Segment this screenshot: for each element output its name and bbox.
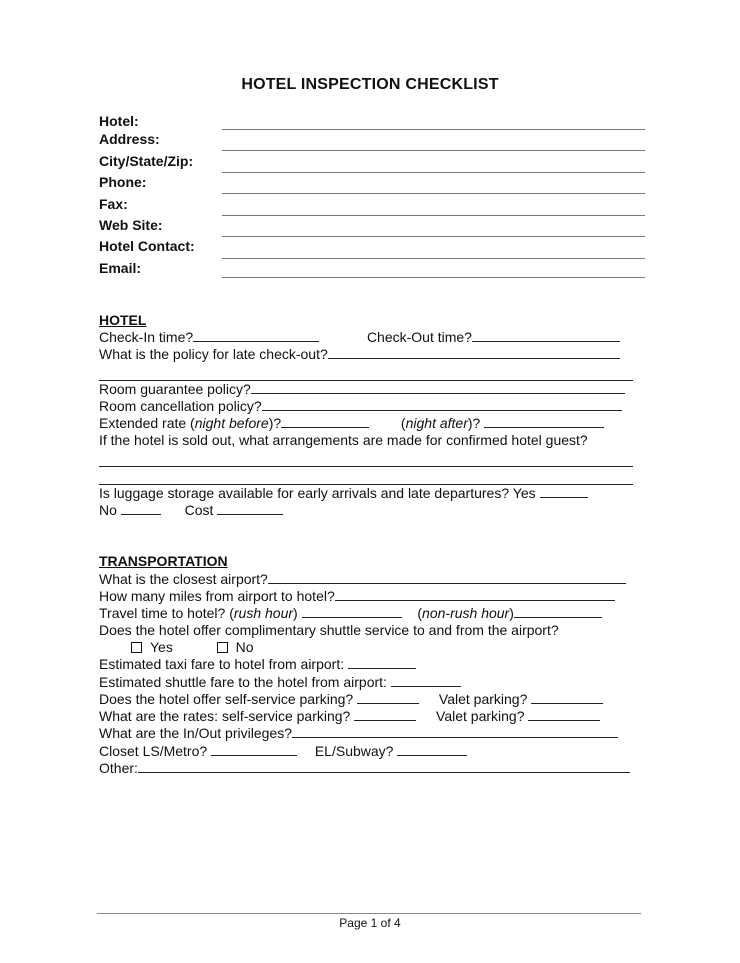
non-rush-close: ) bbox=[509, 605, 514, 621]
hotel-input-line[interactable] bbox=[222, 129, 645, 130]
luggage-no-label: No bbox=[99, 502, 117, 518]
luggage-yes-blank[interactable] bbox=[540, 485, 588, 498]
luggage-row bbox=[99, 485, 588, 502]
travel-time-row bbox=[99, 605, 602, 622]
checkin-blank[interactable] bbox=[193, 329, 319, 342]
shuttle-fare-blank[interactable] bbox=[391, 674, 461, 687]
subway-label: EL/Subway? bbox=[314, 743, 394, 759]
guarantee-label: Room guarantee policy? bbox=[99, 381, 251, 397]
metro-row bbox=[99, 743, 467, 760]
checkbox-icon[interactable] bbox=[217, 642, 228, 653]
hotel-section-heading: HOTEL bbox=[99, 312, 147, 328]
night-after-close: )? bbox=[467, 415, 481, 431]
address-input-line[interactable] bbox=[222, 150, 645, 151]
valet-parking-blank[interactable] bbox=[531, 691, 603, 704]
info-label-hotel-contact: Hotel Contact: bbox=[99, 238, 195, 254]
rates-self-label: What are the rates: self-service parking? bbox=[99, 708, 351, 724]
checkout-blank[interactable] bbox=[472, 329, 620, 342]
guarantee-blank[interactable] bbox=[251, 381, 625, 394]
closest-airport-label: What is the closest airport? bbox=[99, 571, 268, 587]
shuttle-no-option[interactable] bbox=[217, 639, 254, 655]
rates-self-blank[interactable] bbox=[354, 708, 416, 721]
rates-row bbox=[99, 708, 600, 725]
checkout-label: Check-Out time? bbox=[366, 329, 472, 345]
luggage-no-cost-row bbox=[99, 502, 283, 519]
night-before-blank[interactable] bbox=[281, 415, 369, 428]
luggage-label: Is luggage storage available for early arrivals and late departures? bbox=[99, 485, 510, 501]
rates-valet-blank[interactable] bbox=[528, 708, 600, 721]
other-row bbox=[99, 760, 630, 777]
in-out-row bbox=[99, 725, 618, 742]
in-out-blank[interactable] bbox=[292, 725, 618, 738]
city-state-zip-input-line[interactable] bbox=[222, 172, 645, 173]
hotel-contact-input-line[interactable] bbox=[222, 258, 645, 259]
info-label-phone: Phone: bbox=[99, 174, 147, 190]
other-label: Other: bbox=[99, 760, 138, 776]
info-label-address: Address: bbox=[99, 131, 160, 147]
taxi-fare-blank[interactable] bbox=[348, 656, 416, 669]
miles-row bbox=[99, 588, 615, 605]
checkin-row bbox=[99, 329, 620, 346]
non-rush-open: ( bbox=[417, 605, 423, 621]
phone-input-line[interactable] bbox=[222, 193, 645, 194]
shuttle-fare-row bbox=[99, 674, 461, 691]
self-parking-row bbox=[99, 691, 603, 708]
fax-input-line[interactable] bbox=[222, 215, 645, 216]
night-after-open: ( bbox=[400, 415, 406, 431]
night-after-blank[interactable] bbox=[484, 415, 604, 428]
info-label-email: Email: bbox=[99, 260, 142, 276]
cost-blank[interactable] bbox=[217, 502, 283, 515]
extended-mid: )? bbox=[268, 415, 282, 431]
checkin-label: Check-In time? bbox=[99, 329, 194, 345]
info-label-fax: Fax: bbox=[99, 196, 128, 212]
transportation-section-heading: TRANSPORTATION bbox=[99, 553, 228, 569]
guarantee-row bbox=[99, 381, 625, 398]
closest-airport-row bbox=[99, 571, 626, 588]
checkbox-icon[interactable] bbox=[131, 642, 142, 653]
valet-parking-label: Valet parking? bbox=[438, 691, 528, 707]
info-label-hotel: Hotel: bbox=[99, 113, 139, 129]
info-label-web-site: Web Site: bbox=[99, 217, 163, 233]
document-title: HOTEL INSPECTION CHECKLIST bbox=[241, 76, 499, 93]
rates-valet-label: Valet parking? bbox=[436, 708, 525, 724]
footer-divider bbox=[97, 913, 641, 914]
travel-prefix: Travel time to hotel? ( bbox=[99, 605, 234, 621]
self-parking-label: Does the hotel offer self-service parking? bbox=[99, 691, 354, 707]
shuttle-options-row bbox=[131, 639, 254, 656]
extended-rate-row bbox=[99, 415, 604, 432]
shuttle-yes-label: Yes bbox=[150, 639, 173, 655]
metro-blank[interactable] bbox=[211, 743, 297, 756]
metro-label: Closet LS/Metro? bbox=[99, 743, 208, 759]
other-blank[interactable] bbox=[138, 760, 630, 773]
night-before-label: night before bbox=[194, 415, 269, 431]
luggage-yes-label: Yes bbox=[512, 485, 536, 501]
miles-blank[interactable] bbox=[335, 588, 615, 601]
email-input-line[interactable] bbox=[222, 277, 645, 278]
extended-prefix: Extended rate ( bbox=[99, 415, 195, 431]
sold-out-blank-1[interactable] bbox=[99, 466, 633, 467]
cancellation-blank[interactable] bbox=[262, 398, 622, 411]
night-after-label: night after bbox=[405, 415, 468, 431]
cost-label: Cost bbox=[184, 502, 214, 518]
taxi-fare-label: Estimated taxi fare to hotel from airport: bbox=[99, 656, 345, 672]
in-out-label: What are the In/Out privileges? bbox=[99, 725, 292, 741]
late-checkout-label: What is the policy for late check-out? bbox=[99, 346, 328, 362]
rush-hour-blank[interactable] bbox=[302, 605, 402, 618]
travel-mid: ) bbox=[293, 605, 298, 621]
shuttle-no-label: No bbox=[235, 639, 254, 655]
shuttle-yes-option[interactable] bbox=[131, 639, 173, 655]
taxi-fare-row bbox=[99, 656, 416, 673]
self-parking-blank[interactable] bbox=[357, 691, 419, 704]
sold-out-label: If the hotel is sold out, what arrangements are made for confirmed hotel guest? bbox=[99, 432, 588, 448]
luggage-no-blank[interactable] bbox=[121, 502, 161, 515]
rush-hour-label: rush hour bbox=[233, 605, 294, 621]
shuttle-label: Does the hotel offer complimentary shuttle service to and from the airport? bbox=[99, 622, 559, 638]
non-rush-hour-label: non-rush hour bbox=[422, 605, 510, 621]
late-checkout-blank[interactable] bbox=[328, 346, 620, 359]
web-site-input-line[interactable] bbox=[222, 236, 645, 237]
non-rush-hour-blank[interactable] bbox=[514, 605, 602, 618]
page-number: Page 1 of 4 bbox=[339, 916, 401, 930]
cancellation-label: Room cancellation policy? bbox=[99, 398, 262, 414]
miles-label: How many miles from airport to hotel? bbox=[99, 588, 335, 604]
info-label-city-state-zip: City/State/Zip: bbox=[99, 153, 194, 169]
subway-blank[interactable] bbox=[397, 743, 467, 756]
shuttle-fare-label: Estimated shuttle fare to the hotel from airport: bbox=[99, 674, 387, 690]
closest-airport-blank[interactable] bbox=[268, 571, 626, 584]
late-checkout-row bbox=[99, 346, 620, 363]
cancellation-row bbox=[99, 398, 622, 415]
